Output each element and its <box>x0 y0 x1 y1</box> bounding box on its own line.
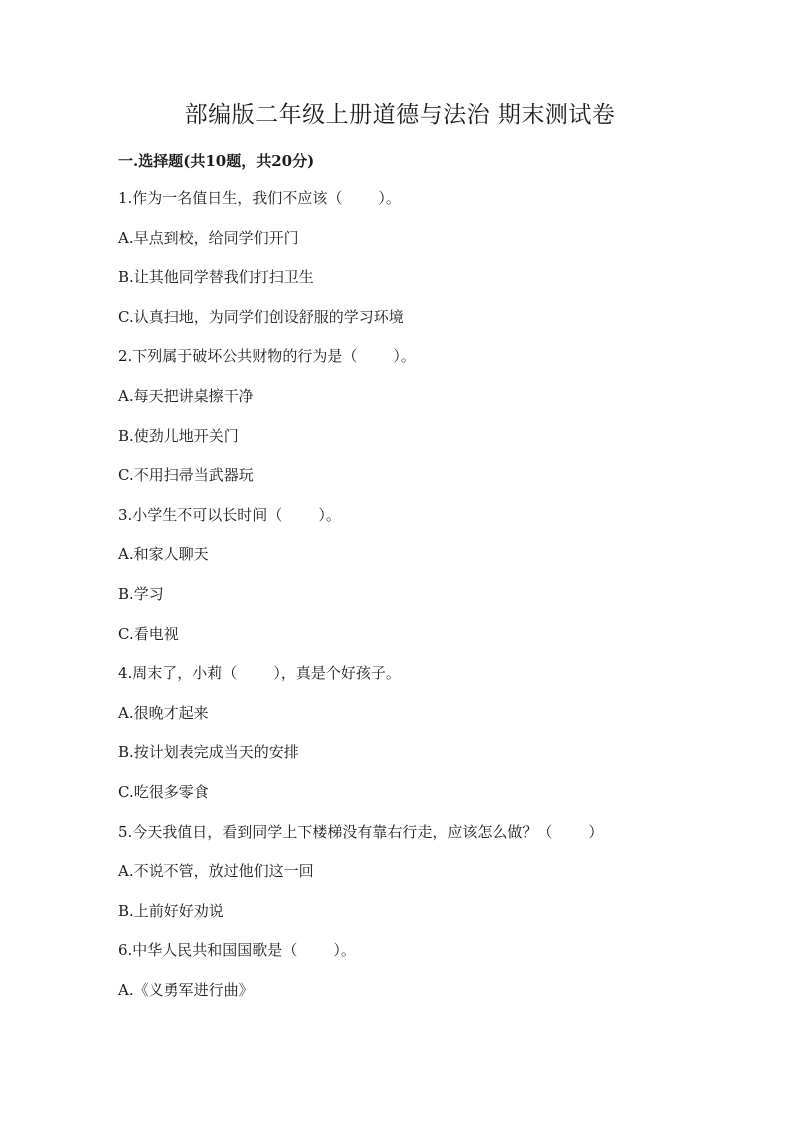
question-6-stem: 6.中华人民共和国国歌是（ ）。 <box>118 941 356 960</box>
question-5-option-a: A.不说不管，放过他们这一回 <box>118 862 314 881</box>
question-3-stem: 3.小学生不可以长时间（ ）。 <box>118 505 341 524</box>
section-header: 一.选择题(共10题，共20分) <box>118 152 315 170</box>
question-5-option-b: B.上前好好劝说 <box>118 901 224 920</box>
question-4-option-b: B.按计划表完成当天的安排 <box>118 743 299 762</box>
question-4-stem: 4.周末了，小莉（ ），真是个好孩子。 <box>118 664 401 683</box>
question-3-option-b: B.学习 <box>118 584 164 603</box>
question-3-option-a: A.和家人聊天 <box>118 545 209 564</box>
question-1-stem: 1.作为一名值日生，我们不应该（ ）。 <box>118 189 401 207</box>
question-2-option-c: C.不用扫帚当武器玩 <box>118 466 254 485</box>
question-2-option-b: B.使劲儿地开关门 <box>118 426 239 445</box>
question-1-option-b: B.让其他同学替我们打扫卫生 <box>118 268 314 287</box>
question-list <box>118 186 718 1017</box>
question-5-stem: 5.今天我值日，看到同学上下楼梯没有靠右行走，应该怎么做？（ ） <box>118 822 604 841</box>
question-2-stem: 2.下列属于破坏公共财物的行为是（ ）。 <box>118 347 416 366</box>
question-2-option-a: A.每天把讲桌擦干净 <box>118 386 254 405</box>
question-3-option-c: C.看电视 <box>118 624 179 643</box>
question-4-option-c: C.吃很多零食 <box>118 782 209 801</box>
page-title: 部编版二年级上册道德与法治 期末测试卷 <box>184 102 616 128</box>
question-4-option-a: A.很晚才起来 <box>118 703 209 722</box>
question-1-option-a: A.早点到校，给同学们开门 <box>118 228 299 247</box>
question-1-option-c: C.认真扫地，为同学们创设舒服的学习环境 <box>118 307 404 326</box>
question-6-option-a: A.《义勇军进行曲》 <box>118 980 254 999</box>
